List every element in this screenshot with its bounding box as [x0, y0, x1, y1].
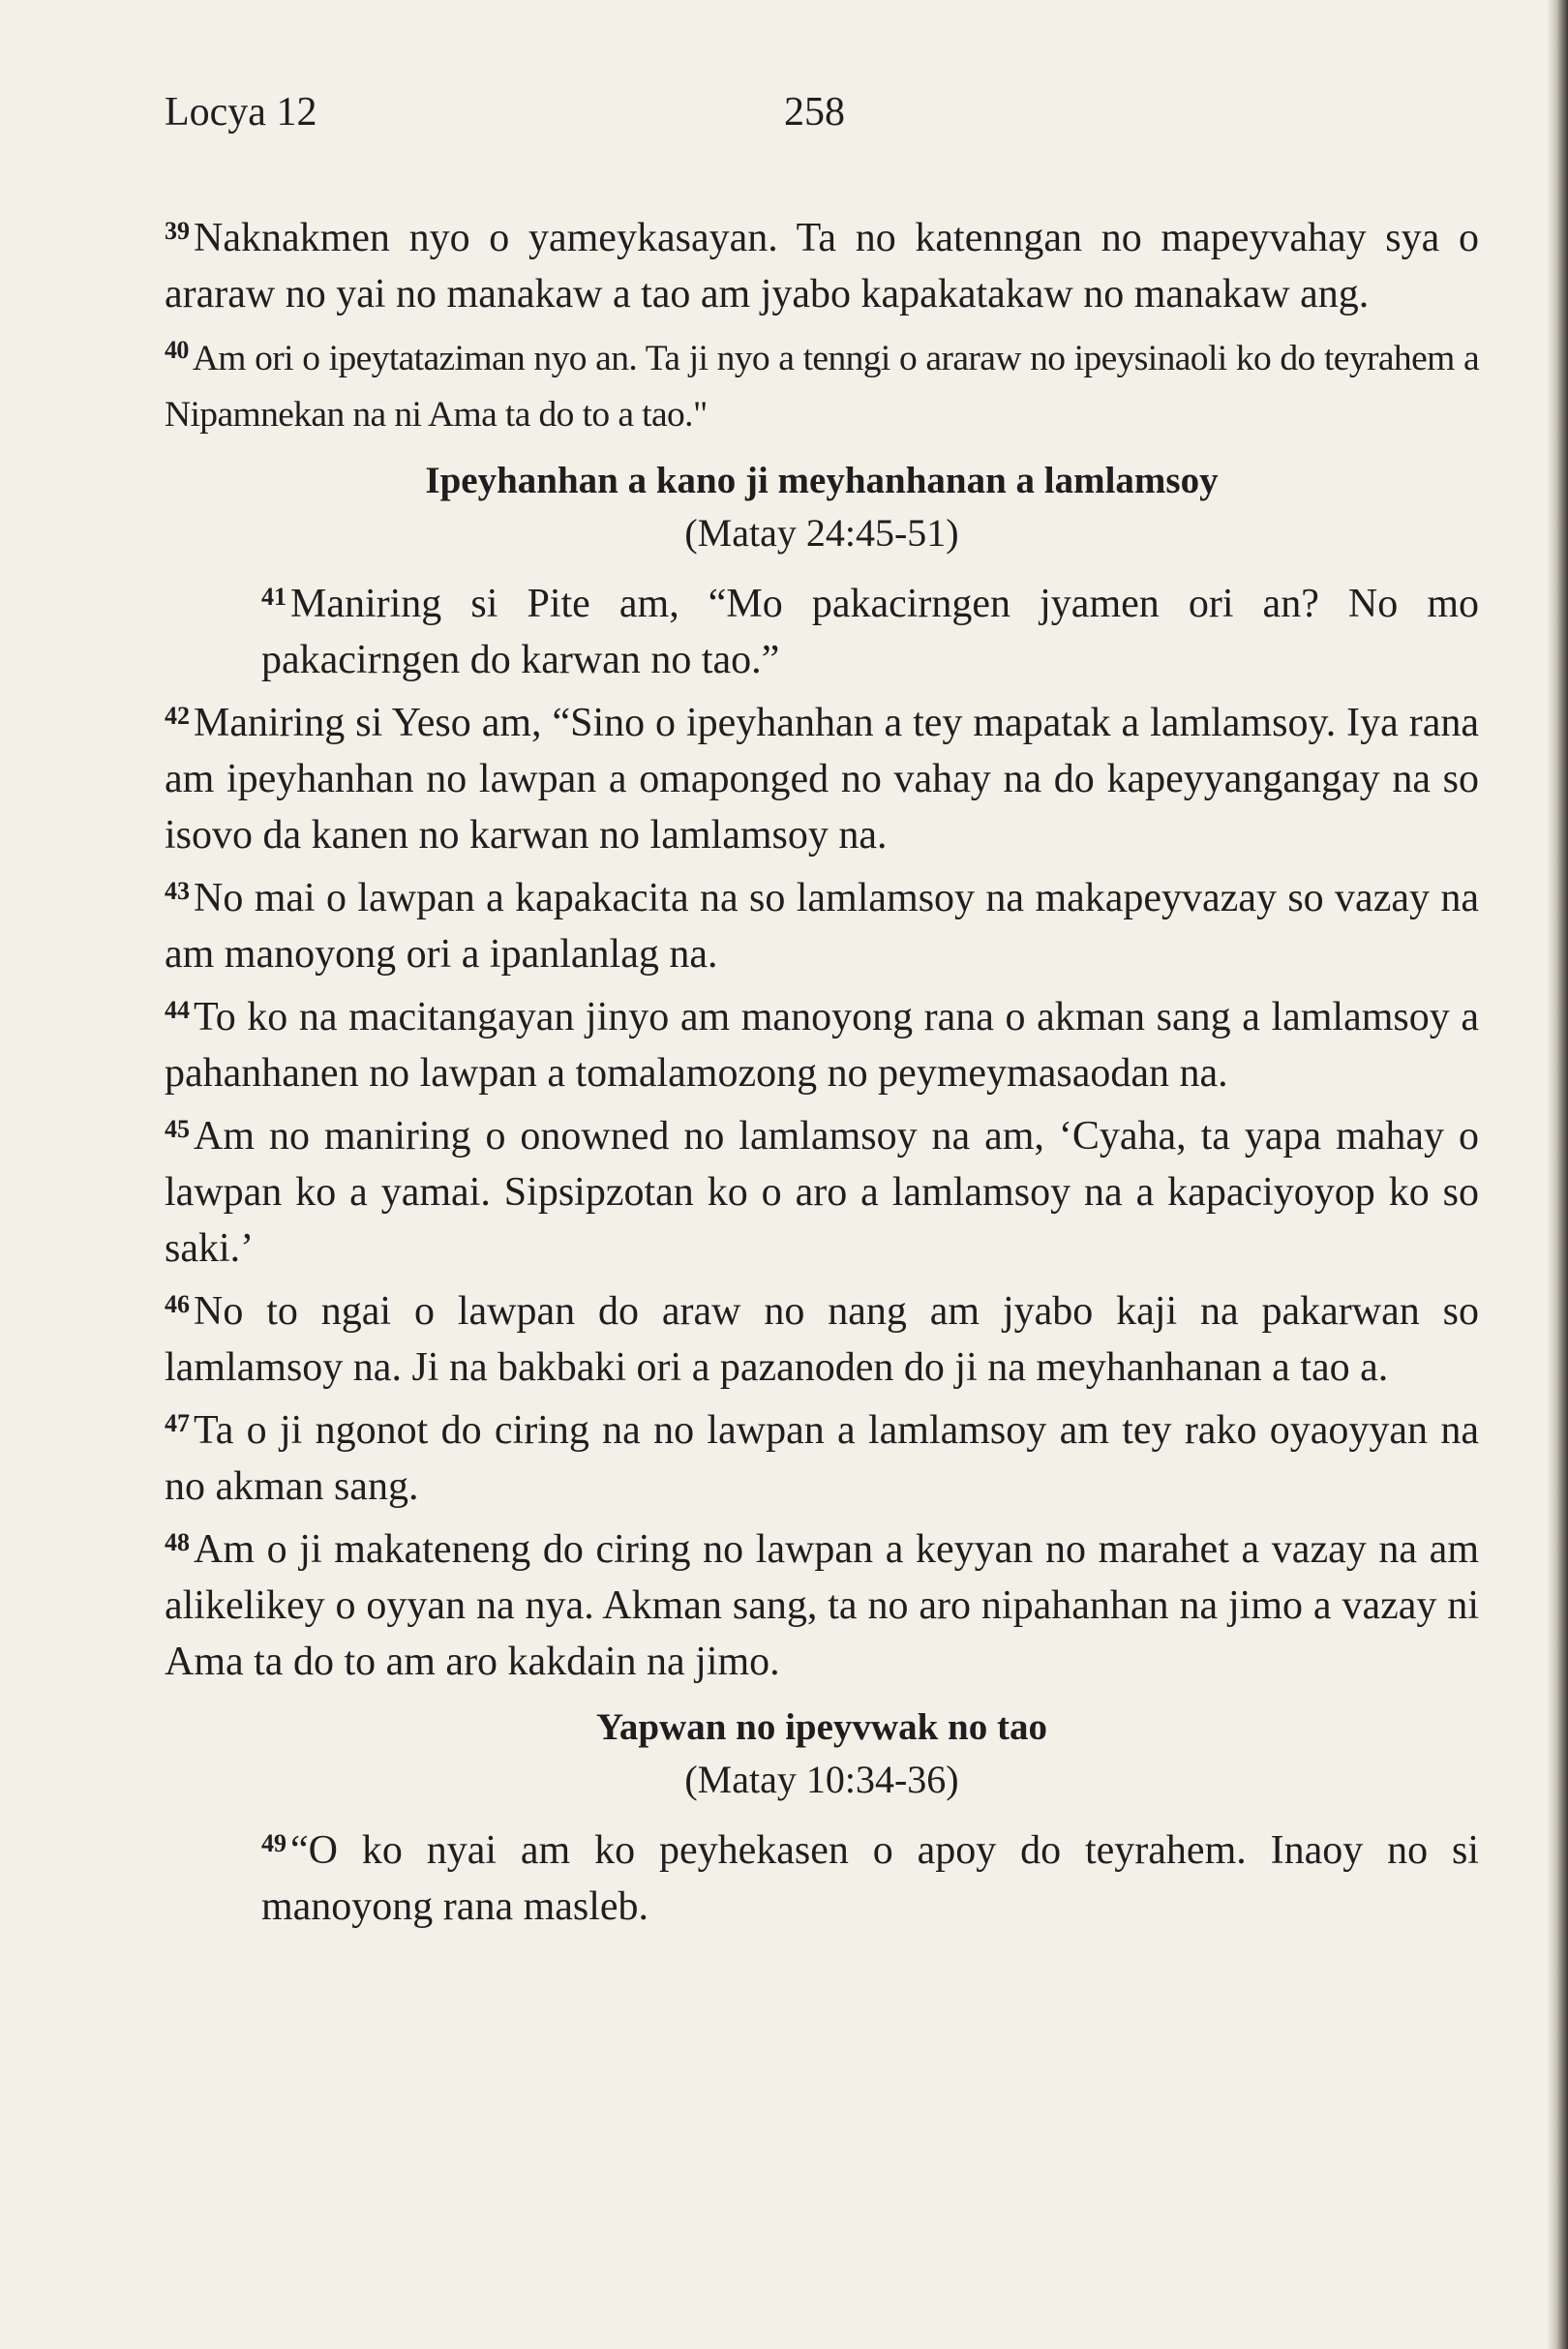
- verse-number: 43: [165, 877, 190, 905]
- verse-39: [165, 203, 1479, 322]
- verse-45: [165, 1101, 1479, 1277]
- verse-number: 48: [165, 1528, 190, 1556]
- verse-42: [165, 688, 1479, 863]
- section-reference: (Matay 24:45-51): [684, 511, 959, 555]
- verse-number: 49: [261, 1829, 286, 1857]
- verse-number: 45: [165, 1115, 190, 1143]
- verse-number: 46: [165, 1290, 190, 1318]
- verse-text: “O ko nyai am ko peyhekasen o apoy do teyrahem. Inaoy no si manoyong rana masleb.: [261, 1828, 1479, 1929]
- verse-text: Am o ji makateneng do ciring no lawpan a keyyan no marahet a vazay na am alikelikey o oyyan na nya. Akman sang, ta no aro nipahanhan na jimo a vazay ni Ama ta do to am aro kakdain na jimo.: [165, 1527, 1479, 1684]
- verse-number: 47: [165, 1409, 190, 1437]
- verse-41: [165, 569, 1479, 688]
- verse-text: No to ngai o lawpan do araw no nang am jyabo kaji na pakarwan so lamlamsoy na. Ji na bakbaki ori a pazanoden do ji na meyhanhanan a tao a.: [165, 1289, 1479, 1390]
- verse-number: 40: [165, 336, 189, 364]
- verse-text: Ta o ji ngonot do ciring na no lawpan a lamlamsoy am tey rako oyaoyyan na no akman sang.: [165, 1408, 1479, 1509]
- verse-text: Am ori o ipeytataziman nyo an. Ta ji nyo a tenngi o araraw no ipeysinaoli ko do teyrahem a Nipamnekan na ni Ama ta do to a tao.": [165, 339, 1479, 435]
- verse-49: [165, 1816, 1479, 1935]
- page-edge-shadow: [1547, 0, 1568, 2349]
- verse-number: 44: [165, 996, 190, 1024]
- verse-number: 41: [261, 583, 286, 611]
- page-number: 258: [784, 90, 845, 135]
- verse-43: [165, 863, 1479, 982]
- verse-48: [165, 1515, 1479, 1690]
- section-heading: Yapwan no ipeyvwak no tao: [596, 1706, 1047, 1748]
- verse-text: Maniring si Pite am, “Mo pakacirngen jyamen ori an? No mo pakacirngen do karwan no tao.”: [261, 582, 1479, 682]
- verse-46: [165, 1277, 1479, 1396]
- verse-text: Naknakmen nyo o yameykasayan. Ta no katenngan no mapeyvahay sya o araraw no yai no manakaw a tao am jyabo kapakatakaw no manakaw ang.: [165, 216, 1479, 316]
- book-chapter-label: Locya 12: [165, 90, 317, 135]
- verse-44: [165, 982, 1479, 1101]
- section-heading: Ipeyhanhan a kano ji meyhanhanan a lamlamsoy: [425, 460, 1219, 501]
- page-body: [165, 203, 1479, 1935]
- verse-text: To ko na macitangayan jinyo am manoyong rana o akman sang a lamlamsoy a pahanhanen no lawpan a tomalamozong no peymeymasaodan na.: [165, 995, 1479, 1096]
- verse-number: 42: [165, 702, 190, 730]
- verse-text: No mai o lawpan a kapakacita na so lamlamsoy na makapeyvazay so vazay na am manoyong ori a ipanlanlag na.: [165, 876, 1479, 977]
- verse-47: [165, 1396, 1479, 1515]
- verse-text: Am no maniring o onowned no lamlamsoy na am, ‘Cyaha, ta yapa mahay o lawpan ko a yamai. Sipsipzotan ko o aro a lamlamsoy na a kapaciyoyop ko so saki.’: [165, 1114, 1479, 1271]
- verse-number: 39: [165, 217, 190, 245]
- section-reference: (Matay 10:34-36): [684, 1758, 959, 1801]
- running-head: [165, 89, 1452, 147]
- verse-40: [165, 322, 1479, 443]
- verse-text: Maniring si Yeso am, “Sino o ipeyhanhan a tey mapatak a lamlamsoy. Iya rana am ipeyhanhan no lawpan a omaponged no vahay na do kapeyyangangay na so isovo da kanen no karwan no lamlamsoy na.: [165, 701, 1479, 858]
